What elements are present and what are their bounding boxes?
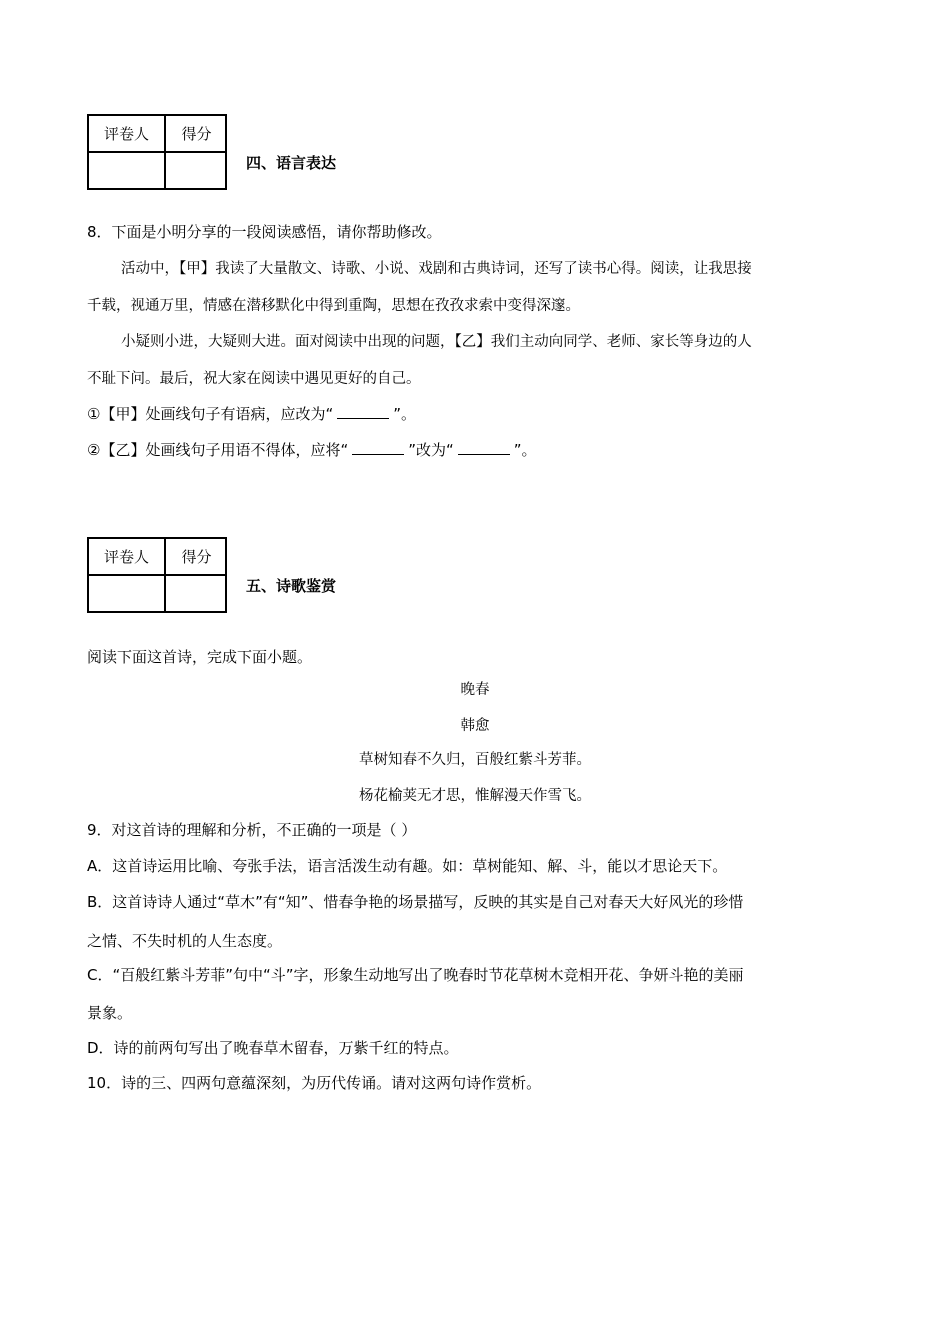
answer-blank[interactable]: [337, 404, 389, 419]
answer-blank[interactable]: [458, 440, 510, 455]
poem-intro: 阅读下面这首诗，完成下面小题。: [87, 648, 313, 666]
q8-para1-line1: 活动中，【甲】我读了大量散文、诗歌、小说、戏剧和古典诗词，还写了读书心得。阅读，让我思接: [121, 261, 752, 277]
q9-option-a[interactable]: A．这首诗运用比喻、夸张手法，语言活泼生动有趣。如：草树能知、解、斗，能以才思论天下。: [87, 857, 728, 875]
q10-stem: 10．诗的三、四两句意蕴深刻，为历代传诵。请对这两句诗作赏析。: [87, 1074, 542, 1092]
poem-title: 晚春: [460, 682, 490, 698]
grader-label: 评卷人: [89, 539, 166, 576]
q9-option-b-line1[interactable]: B．这首诗诗人通过“草木”有“知”、惜春争艳的场景描写，反映的其实是自己对春天大好风光的珍惜: [87, 893, 744, 911]
score-cell[interactable]: [166, 153, 227, 190]
q9-option-c-line2[interactable]: 景象。: [87, 1004, 133, 1022]
q8-para2-line2: 不耻下问。最后，祝大家在阅读中遇见更好的自己。: [87, 371, 421, 387]
grader-cell[interactable]: [89, 576, 166, 613]
q8-sub1: [87, 404, 416, 424]
q8-para1-line2: 千载，视通万里，情感在潜移默化中得到重陶，思想在孜孜求索中变得深邃。: [87, 298, 580, 314]
q8-sub1-post: ”。: [393, 405, 417, 423]
score-cell[interactable]: [166, 576, 227, 613]
q8-sub2: [87, 440, 537, 460]
score-table: [87, 537, 227, 613]
section-title: 四、语言表达: [246, 154, 337, 172]
q9-option-c-line1[interactable]: C．“百般红紫斗芳菲”句中“斗”字，形象生动地写出了晚春时节花草树木竞相开花、争妍斗艳的美丽: [87, 966, 744, 984]
q8-sub2-pre: ②【乙】处画线句子用语不得体，应将“: [87, 441, 349, 459]
poem-line-1: 草树知春不久归，百般红紫斗芳菲。: [359, 752, 591, 768]
q9-option-d[interactable]: D．诗的前两句写出了晚春草木留春，万紫千红的特点。: [87, 1039, 459, 1057]
section-title: 五、诗歌鉴赏: [246, 577, 337, 595]
q9-option-b-line2[interactable]: 之情、不失时机的人生态度。: [87, 932, 283, 950]
grader-cell[interactable]: [89, 153, 166, 190]
score-label: 得分: [166, 539, 227, 576]
q8-prompt: 8．下面是小明分享的一段阅读感悟，请你帮助修改。: [87, 223, 442, 241]
q8-sub2-post: ”。: [513, 441, 537, 459]
poem-author: 韩愈: [460, 718, 490, 734]
grader-label: 评卷人: [89, 116, 166, 153]
q8-para2-line1: 小疑则小进，大疑则大进。面对阅读中出现的问题，【乙】我们主动向同学、老师、家长等身边的人: [121, 334, 752, 350]
score-table: [87, 114, 227, 190]
poem-line-2: 杨花榆荚无才思，惟解漫天作雪飞。: [359, 788, 591, 804]
q8-sub1-pre: ①【甲】处画线句子有语病，应改为“: [87, 405, 334, 423]
score-label: 得分: [166, 116, 227, 153]
answer-blank[interactable]: [352, 440, 404, 455]
q9-stem: 9．对这首诗的理解和分析，不正确的一项是（ ）: [87, 821, 417, 839]
q8-sub2-mid: ”改为“: [408, 441, 454, 459]
